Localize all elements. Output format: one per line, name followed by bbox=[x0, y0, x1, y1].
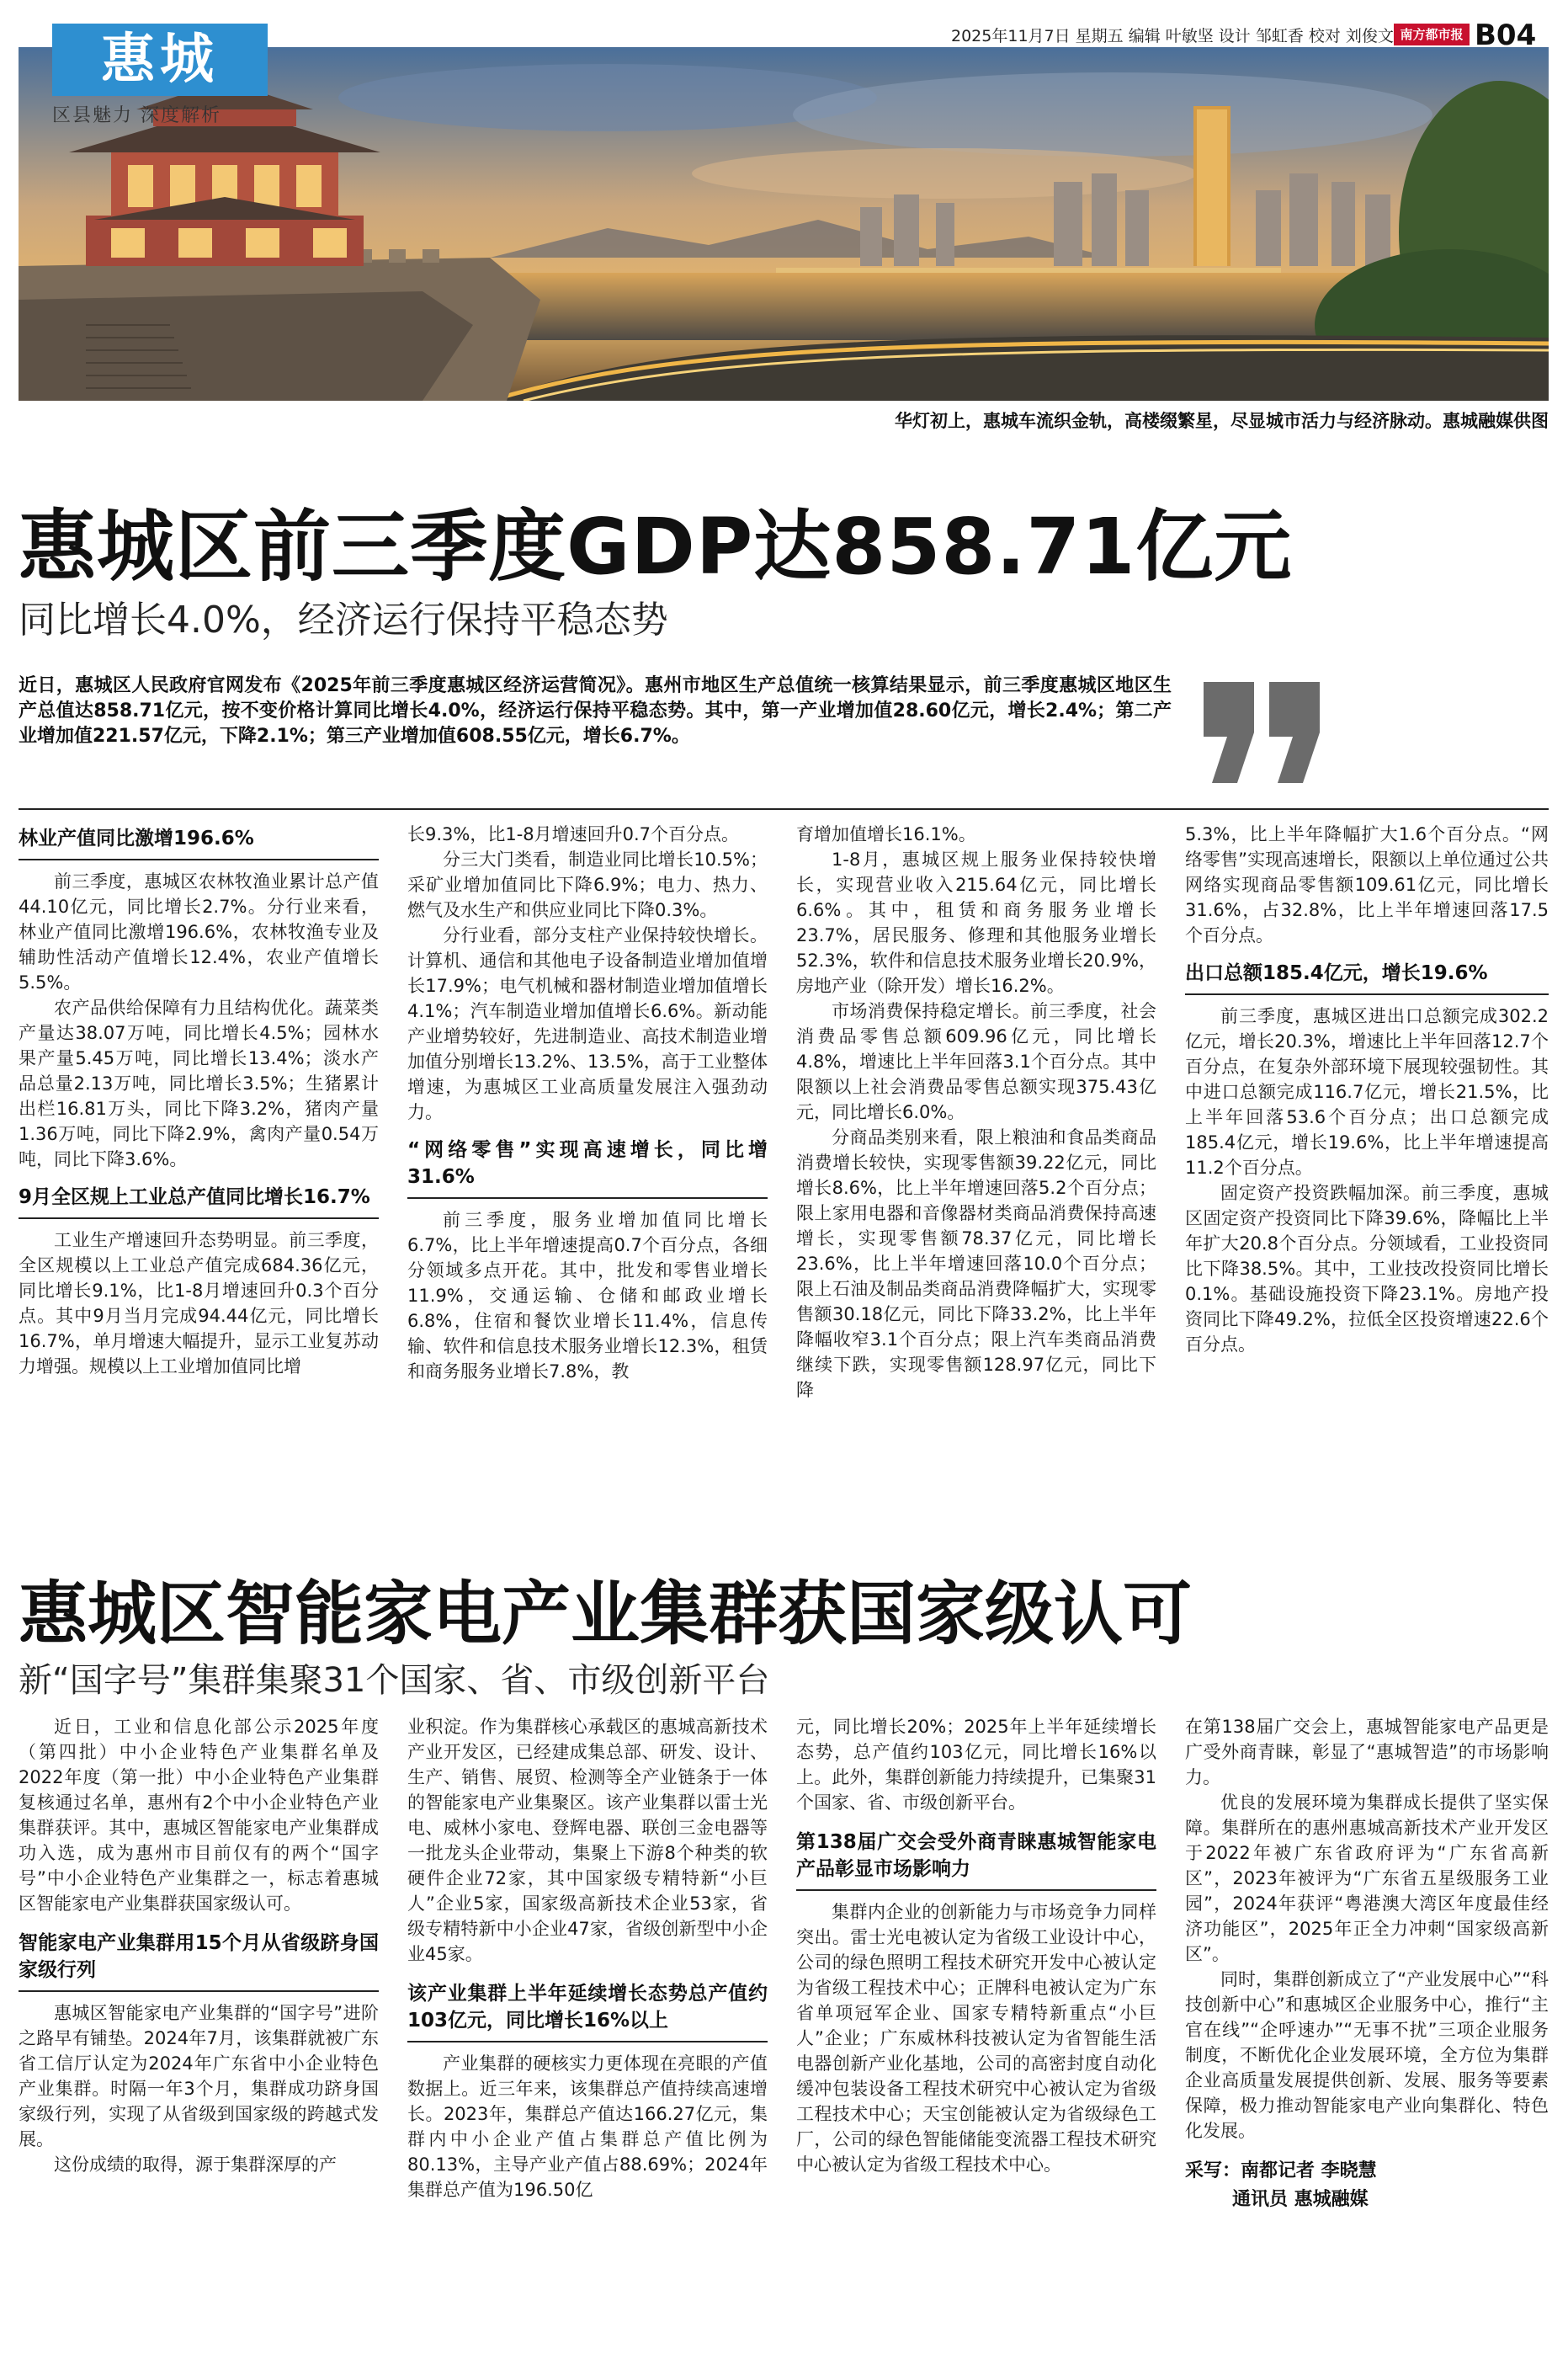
page-number: B04 bbox=[1475, 19, 1537, 52]
paragraph: 固定资产投资跌幅加深。前三季度，惠城区固定资产投资同比下降39.6%，降幅比上半年扩大20.8个百分点。分领域看，工业投资同比下降38.5%。其中，工业技改投资同比增长0.1%。基础设施投资下降23.1%。房地产投资同比下降49.2%，拉低全区投资增速22.6个百分点。 bbox=[1185, 1183, 1549, 1355]
paragraph: 业积淀。作为集群核心承载区的惠城高新技术产业开发区，已经建成集总部、研发、设计、生产、销售、展贸、检测等全产业链条于一体的智能家电产业集聚区。该产业集群以雷士光电、威林小家电、登辉电器、联创三金电器等一批龙头企业带动，集聚上下游8个种类的软硬件企业72家，其中国家级专精特新“小巨人”企业5家，国家级高新技术企业53家，省级专精特新中小企业47家，省级创新型中小企业45家。 bbox=[407, 1717, 768, 1964]
paragraph: 集群内企业的创新能力与市场竞争力同样突出。雷士光电被认定为省级工业设计中心，公司的绿色照明工程技术研究开发中心被认定为省级工程技术中心；正牌科电被认定为广东省单项冠军企业、国家专精特新重点“小巨人”企业；广东威林科技被认定为省智能生活电器创新产业化基地，公司的高密封度自动化缓冲包装设备工程技术研究中心被认定为省级工程技术中心；天宝创能被认定为省级绿色工厂，公司的绿色智能储能变流器工程技术研究中心被认定为省级工程技术中心。 bbox=[796, 1902, 1156, 2175]
date-editor-line: 2025年11月7日 星期五 编辑 叶敏坚 设计 邹虹香 校对 刘俊文 bbox=[951, 27, 1394, 45]
story2-column-4 bbox=[1185, 1714, 1549, 2214]
story2-subhead: 新“国字号”集群集聚31个国家、省、市级创新平台 bbox=[19, 1661, 770, 1700]
story2-column-1 bbox=[19, 1714, 379, 2177]
subtitle-15-months: 智能家电产业集群用15个月从省级跻身国家级行列 bbox=[19, 1930, 379, 1992]
byline-correspondent: 通讯员 惠城融媒 bbox=[1232, 2189, 1369, 2210]
photo-caption: 华灯初上，惠城车流织金轨，高楼缀繁星，尽显城市活力与经济脉动。惠城融媒供图 bbox=[895, 411, 1549, 431]
section-subtitle: 区县魅力 深度解析 bbox=[52, 105, 221, 126]
paragraph: 前三季度，服务业增加值同比增长6.7%，比上半年增速提高0.7个百分点，各细分领域多点开花。其中，批发和零售业增长11.9%，交通运输、仓储和邮政业增长6.8%，住宿和餐饮业增长11.4%，信息传输、软件和信息技术服务业增长12.3%，租赁和商务服务业增长7.8%，教 bbox=[407, 1210, 768, 1382]
paragraph: 同时，集群创新成立了“产业发展中心”“科技创新中心”和惠城区企业服务中心，推行“主官在线”“企呼速办”“无事不扰”三项企业服务制度，不断优化企业发展环境，全方位为集群企业高质量发展提供创新、发展、服务等要素保障，极力推动智能家电产业向集群化、特色化发展。 bbox=[1185, 1969, 1549, 2141]
story2-headline: 惠城区智能家电产业集群获国家级认可 bbox=[19, 1574, 1193, 1654]
paragraph: 优良的发展环境为集群成长提供了坚实保障。集群所在的惠州惠城高新技术产业开发区于2022年被广东省政府评为“广东省高新区”，2023年被评为“广东省五星级服务工业园”，2024年获评“粤港澳大湾区年度最佳经济功能区”，2025年正全力冲刺“国家级高新区”。 bbox=[1185, 1792, 1549, 1964]
subtitle-online-retail: “网络零售”实现高速增长，同比增31.6% bbox=[407, 1137, 768, 1199]
hero-photo bbox=[19, 47, 1549, 401]
subtitle-exports: 出口总额185.4亿元，增长19.6% bbox=[1185, 960, 1549, 995]
paragraph: 惠城区智能家电产业集群的“国字号”进阶之路早有铺垫。2024年7月，该集群就被广东省工信厅认定为2024年广东省中小企业特色产业集群。时隔一年3个月，集群成功跻身国家级行列，实现了从省级到国家级的跨越式发展。 bbox=[19, 2003, 379, 2149]
paragraph: 产业集群的硬核实力更体现在亮眼的产值数据上。近三年来，该集群总产值持续高速增长。2023年，集群总产值达166.27亿元，集群内中小企业产值占集群总产值比例为80.13%，主导产业产值占88.69%；2024年集群总产值为196.50亿 bbox=[407, 2053, 768, 2200]
subtitle-output-growth: 该产业集群上半年延续增长态势总产值约103亿元，同比增长16%以上 bbox=[407, 1980, 768, 2042]
paragraph: 元，同比增长20%；2025年上半年延续增长态势，总产值约103亿元，同比增长16%以上。此外，集群创新能力持续提升，已集聚31个国家、省、市级创新平台。 bbox=[796, 1717, 1156, 1813]
story2-column-3 bbox=[796, 1714, 1156, 2177]
story1-lead: 近日，惠城区人民政府官网发布《2025年前三季度惠城区经济运营简况》。惠州市地区生产总值统一核算结果显示，前三季度惠城区地区生产总值达858.71亿元，按不变价格计算同比增长4.0%，经济运行保持平稳态势。其中，第一产业增加值28.60亿元，增长2.4%；第二产业增加值221.57亿元，下降2.1%；第三产业增加值608.55亿元，增长6.7%。 bbox=[19, 675, 1172, 747]
paragraph: 前三季度，惠城区进出口总额完成302.2亿元，增长20.3%，增速比上半年回落12.7个百分点，在复杂外部环境下展现较强韧性。其中进口总额完成116.7亿元，增长21.5%，比上半年回落53.6个百分点；出口总额完成185.4亿元，增长19.6%，比上半年增速提高11.2个百分点。 bbox=[1185, 1006, 1549, 1178]
city-night-photo bbox=[19, 47, 1549, 401]
byline-reporter: 采写：南都记者 李晓慧 bbox=[1185, 2160, 1377, 2181]
paragraph: 分商品类别来看，限上粮油和食品类商品消费增长较快，实现零售额39.22亿元，同比增长8.6%，比上半年增速回落5.2个百分点；限上家用电器和音像器材类商品消费保持高速增长，实现零售额78.37亿元，同比增长23.6%，比上半年增速回落10.0个百分点；限上石油及制品类商品消费降幅扩大，实现零售额30.18亿元，同比下降33.2%，比上半年降幅收窄3.1个百分点；限上汽车类商品消费继续下跌，实现零售额128.97亿元，同比下降 bbox=[796, 1127, 1156, 1400]
paragraph: 育增加值增长16.1%。 bbox=[796, 824, 976, 844]
paragraph: 分三大门类看，制造业同比增长10.5%；采矿业增加值同比下降6.9%；电力、热力、燃气及水生产和供应业同比下降0.3%。 bbox=[407, 849, 768, 920]
quote-mark-icon bbox=[1195, 674, 1330, 791]
story1-subhead: 同比增长4.0%，经济运行保持平稳态势 bbox=[19, 599, 668, 642]
story1-column-2 bbox=[407, 822, 768, 1384]
paragraph: 在第138届广交会上，惠城智能家电产品更是广受外商青睐，彰显了“惠城智造”的市场影响力。 bbox=[1185, 1717, 1549, 1787]
paragraph: 市场消费保持稳定增长。前三季度，社会消费品零售总额609.96亿元，同比增长4.8%，增速比上半年回落3.1个百分点。其中限额以上社会消费品零售总额实现375.43亿元，同比增长6.0%。 bbox=[796, 1001, 1156, 1122]
subtitle-canton-fair: 第138届广交会受外商青睐惠城智能家电产品彰显市场影响力 bbox=[796, 1829, 1156, 1891]
paragraph: 长9.3%，比1-8月增速回升0.7个百分点。 bbox=[407, 824, 740, 844]
story1-headline: 惠城区前三季度GDP达858.71亿元 bbox=[19, 502, 1293, 592]
paragraph: 5.3%，比上半年降幅扩大1.6个百分点。“网络零售”实现高速增长，限额以上单位通过公共网络实现商品零售额109.61亿元，同比增长31.6%，占32.8%，比上半年增速回落17.5个百分点。 bbox=[1185, 824, 1549, 945]
paragraph: 这份成绩的取得，源于集群深厚的产 bbox=[54, 2154, 337, 2175]
paragraph: 前三季度，惠城区农林牧渔业累计总产值44.10亿元，同比增长2.7%。分行业来看，林业产值同比激增196.6%，农林牧渔专业及辅助性活动产值增长12.4%，农业产值增长5.5%。 bbox=[19, 871, 379, 993]
story1-column-4 bbox=[1185, 822, 1549, 1357]
section-tag: 惠城 bbox=[52, 24, 268, 96]
newspaper-logo: 南方都市报 bbox=[1394, 24, 1470, 45]
subtitle-industry: 9月全区规上工业总产值同比增长16.7% bbox=[19, 1184, 379, 1219]
paragraph: 近日，工业和信息化部公示2025年度（第四批）中小企业特色产业集群名单及2022年度（第一批）中小企业特色产业集群复核通过名单，惠州有2个中小企业特色产业集群获评。其中，惠城区智能家电产业集群成功入选，成为惠州市目前仅有的两个“国字号”中小企业特色产业集群之一，标志着惠城区智能家电产业集群获国家级认可。 bbox=[19, 1717, 379, 1914]
paragraph: 1-8月，惠城区规上服务业保持较快增长，实现营业收入215.64亿元，同比增长6.6%。其中，租赁和商务服务业增长23.7%，居民服务、修理和其他服务业增长52.3%，软件和信息技术服务业增长20.9%，房地产业（除开发）增长16.2%。 bbox=[796, 849, 1156, 996]
story2-column-2 bbox=[407, 1714, 768, 2202]
story1-column-1 bbox=[19, 815, 379, 1379]
divider bbox=[19, 808, 1549, 810]
subtitle-forestry: 林业产值同比激增196.6% bbox=[19, 825, 379, 860]
paragraph: 工业生产增速回升态势明显。前三季度，全区规模以上工业总产值完成684.36亿元，同比增长9.1%，比1-8月增速回升0.3个百分点。其中9月当月完成94.44亿元，同比增长16.7%，单月增速大幅提升，显示工业复苏动力增强。规模以上工业增加值同比增 bbox=[19, 1230, 379, 1377]
paragraph: 分行业看，部分支柱产业保持较快增长。计算机、通信和其他电子设备制造业增加值增长17.9%；电气机械和器材制造业增加值增长4.1%；汽车制造业增加值增长6.6%。新动能产业增势较好，先进制造业、高技术制造业增加值分别增长13.2%、13.5%，高于工业整体增速，为惠城区工业高质量发展注入强劲动力。 bbox=[407, 925, 768, 1122]
paragraph: 农产品供给保障有力且结构优化。蔬菜类产量达38.07万吨，同比增长4.5%；园林水果产量5.45万吨，同比增长13.4%；淡水产品总量2.13万吨，同比增长3.5%；生猪累计出栏16.81万头，同比下降3.2%，猪肉产量1.36万吨，同比下降2.9%，禽肉产量0.54万吨，同比下降3.6%。 bbox=[19, 998, 379, 1169]
story1-column-3 bbox=[796, 822, 1156, 1403]
